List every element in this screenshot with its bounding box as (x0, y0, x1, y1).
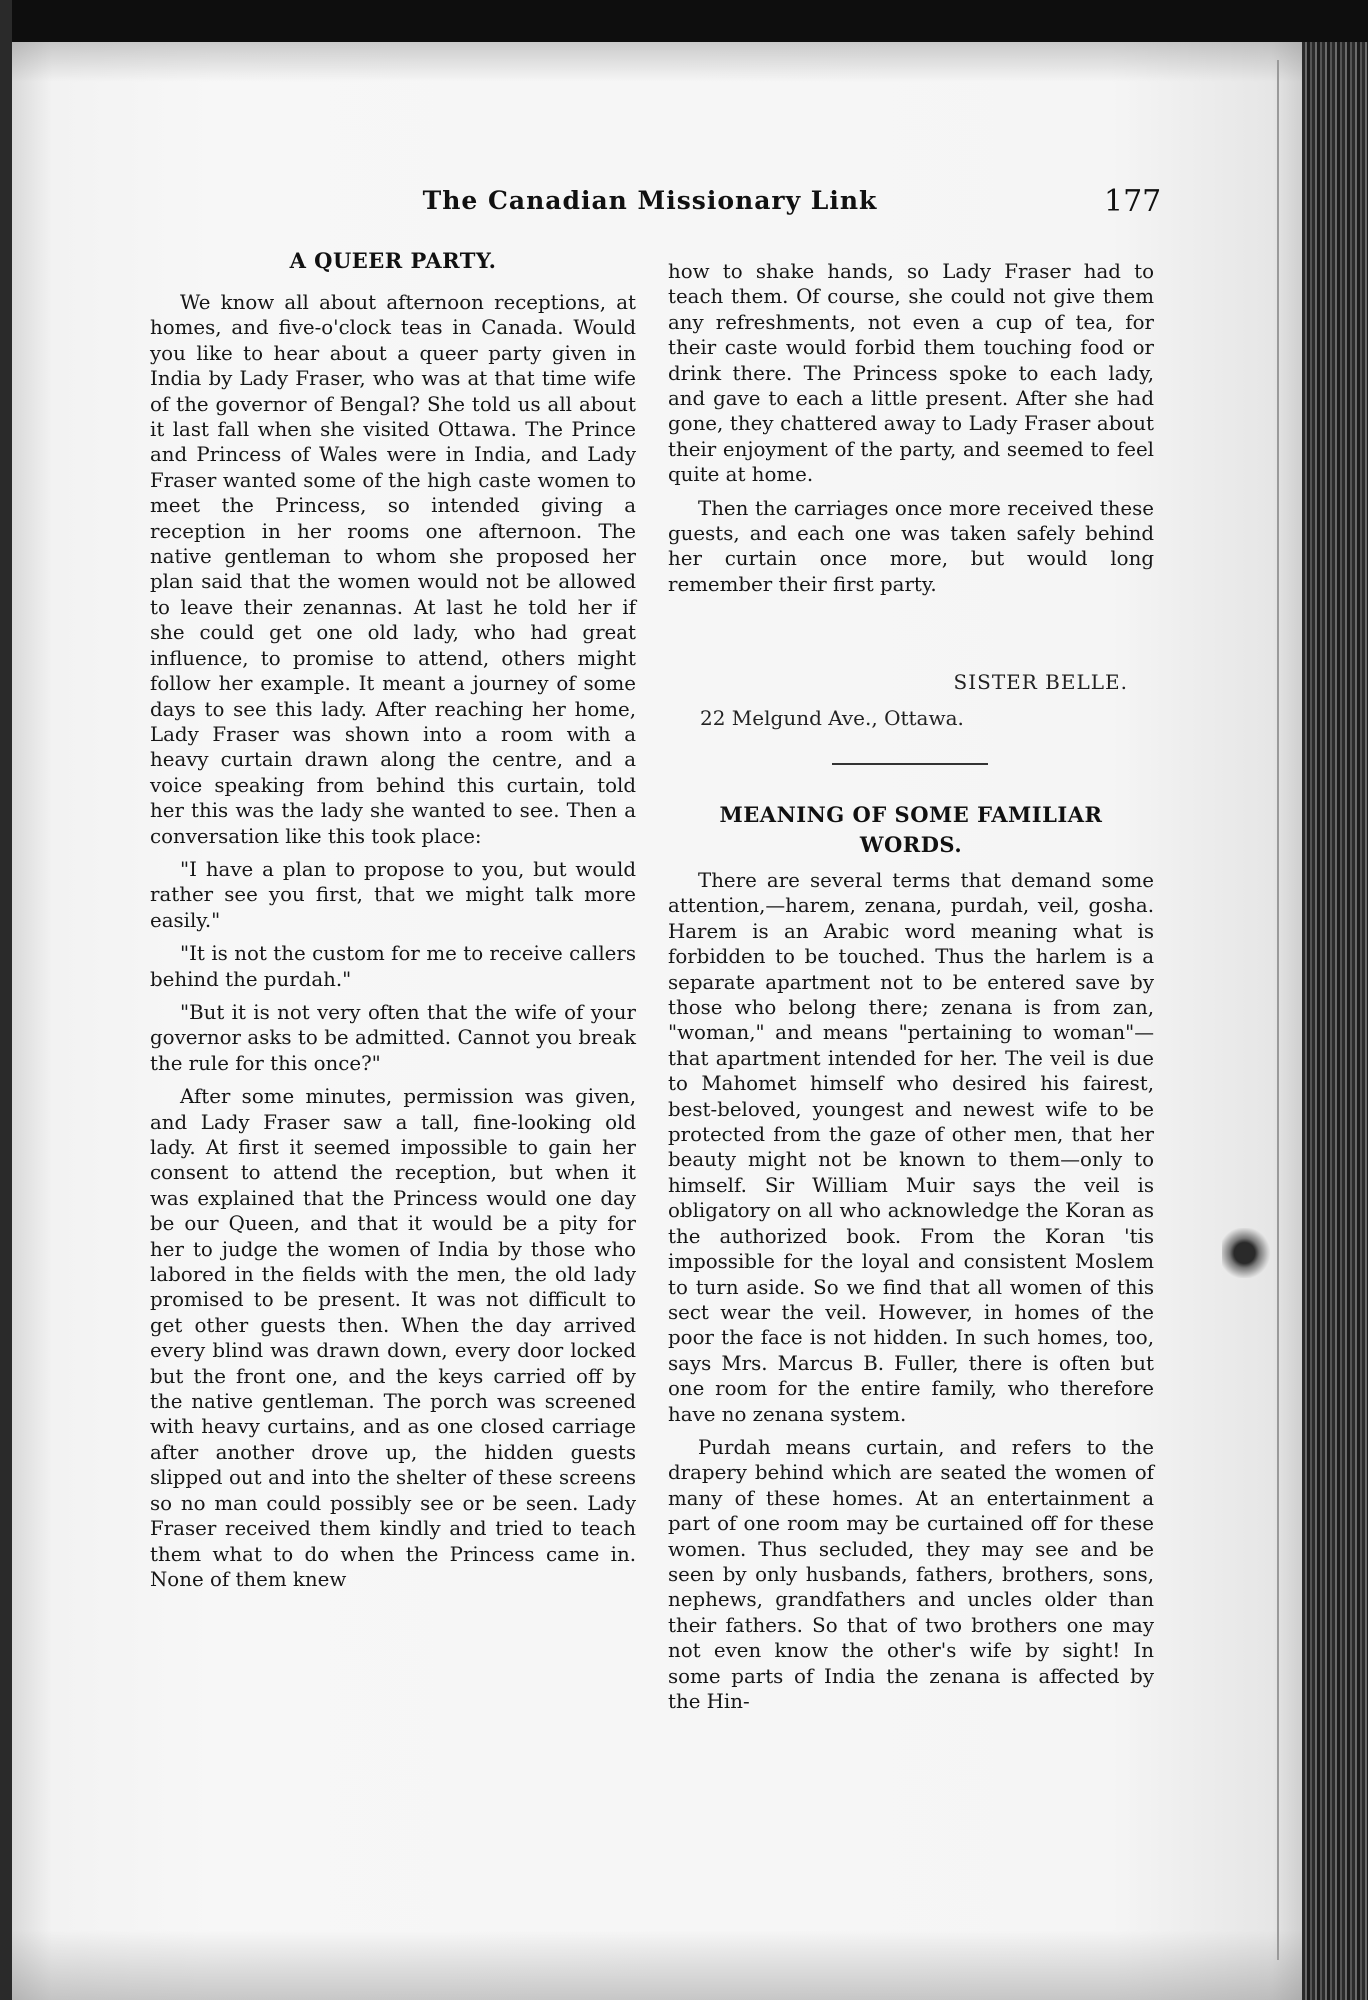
running-title: The Canadian Missionary Link (422, 186, 878, 215)
page-number: 177 (1104, 184, 1162, 219)
paragraph: "But it is not very often that the wife of your governor asks to be admitted. Cannot you break the rule for this once?" (150, 1000, 636, 1075)
left-column (150, 290, 636, 1592)
paragraph: how to shake hands, so Lady Fraser had to teach them. Of course, she could not give them any refreshments, not even a cup of tea, for their caste would forbid them touching food or drink there. The Princess spoke to each lady, and gave to each a little present. After she had gone, they chattered away to Lady Fraser about their enjoyment of the party, and seemed to feel quite at home. (668, 260, 1154, 487)
right-column-continuation (668, 259, 1154, 597)
paragraph: Then the carriages once more received these guests, and each one was taken safely behind her curtain once more, but would long remember their first party. (668, 496, 1154, 596)
ink-blot (1222, 1228, 1272, 1278)
paragraph: Purdah means curtain, and refers to the drapery behind which are seated the women of many of these homes. At an entertainment a part of one room may be curtained off for these women. Thus secluded, they may see and be seen by only husbands, fathers, brothers, sons, nephews, grandfathers and uncles older than their fathers. So that of two brothers one may not even know the other's wife by sight! In some parts of India the zenana is affected by the Hin- (668, 1435, 1154, 1713)
paragraph: "It is not the custom for me to receive callers behind the purdah." (150, 942, 636, 991)
section-divider (832, 763, 988, 765)
scan-line (1277, 60, 1279, 1960)
scan-shadow-top (12, 42, 1302, 82)
paragraph: After some minutes, permission was given, and Lady Fraser saw a tall, fine-looking old lady. At first it seemed impossible to gain her consent to attend the reception, but when it was explained that the Princess would one day be our Queen, and that it would be a pity for her to judge the women of India by those who labored in the fields with the men, the old lady promised to be present. It was not difficult to get other guests then. When the day arrived every blind was drawn down, every door locked but the front one, and the keys carried off by the native gentleman. The porch was screened with heavy curtains, and as one closed carriage after another drove up, the hidden guests slipped out and into the shelter of these screens so no man could possibly see or be seen. Lady Fraser received them kindly and tried to teach them what to do when the Princess came in. None of them knew (150, 1085, 636, 1591)
paragraph: There are several terms that demand some attention,—harem, zenana, purdah, veil, gosha. Harem is an Arabic word meaning what is forbidden to be touched. Thus the harlem is a separate apartment not to be entered save by those who belong there; zenana is from zan, "woman," and means "pertaining to woman"—that apartment intended for her. The veil is due to Mahomet himself who desired his fairest, best-beloved, youngest and newest wife to be protected from the gaze of other men, that her beauty might not be known to them—only to himself. Sir William Muir says the veil is obligatory on all who acknowledge the Koran as the authorized book. From the Koran 'tis impossible for the loyal and consistent Moslem to turn aside. So we find that all women of this sect wear the veil. However, in homes of the poor the face is not hidden. In such homes, too, says Mrs. Marcus B. Fuller, there is often but one room for the entire family, who therefore have no zenana system. (668, 869, 1154, 1426)
book-page-edges (1302, 42, 1368, 2000)
address: 22 Melgund Ave., Ottawa. (700, 706, 964, 730)
right-column (668, 868, 1154, 1714)
scan-shadow-bottom (12, 1930, 1302, 2000)
scan-border (0, 0, 12, 2000)
signature: SISTER BELLE. (953, 670, 1128, 694)
paragraph: We know all about afternoon receptions, at homes, and five-o'clock teas in Canada. Would you like to hear about a queer party given in India by Lady Fraser, who was at that time wife of the governor of Bengal? She told us all about it last fall when she visited Ottawa. The Prince and Princess of Wales were in India, and Lady Fraser wanted some of the high caste women to meet the Princess, so intended giving a reception in her rooms one afternoon. The native gentleman to whom she proposed her plan said that the women would not be allowed to leave their zenannas. At last he told her if she could get one old lady, who had great influence, to promise to attend, others might follow her example. It meant a journey of some days to see this lady. After reaching her home, Lady Fraser was shown into a room with a heavy curtain drawn along the centre, and a voice speaking from behind this curtain, told her this was the lady she wanted to see. Then a conversation like this took place: (150, 291, 636, 848)
paragraph: "I have a plan to propose to you, but would rather see you first, that we might talk more easily." (150, 857, 636, 932)
article-title: MEANING OF SOME FAMILIAR WORDS. (719, 802, 1103, 857)
article-title: A QUEER PARTY. (289, 248, 497, 273)
